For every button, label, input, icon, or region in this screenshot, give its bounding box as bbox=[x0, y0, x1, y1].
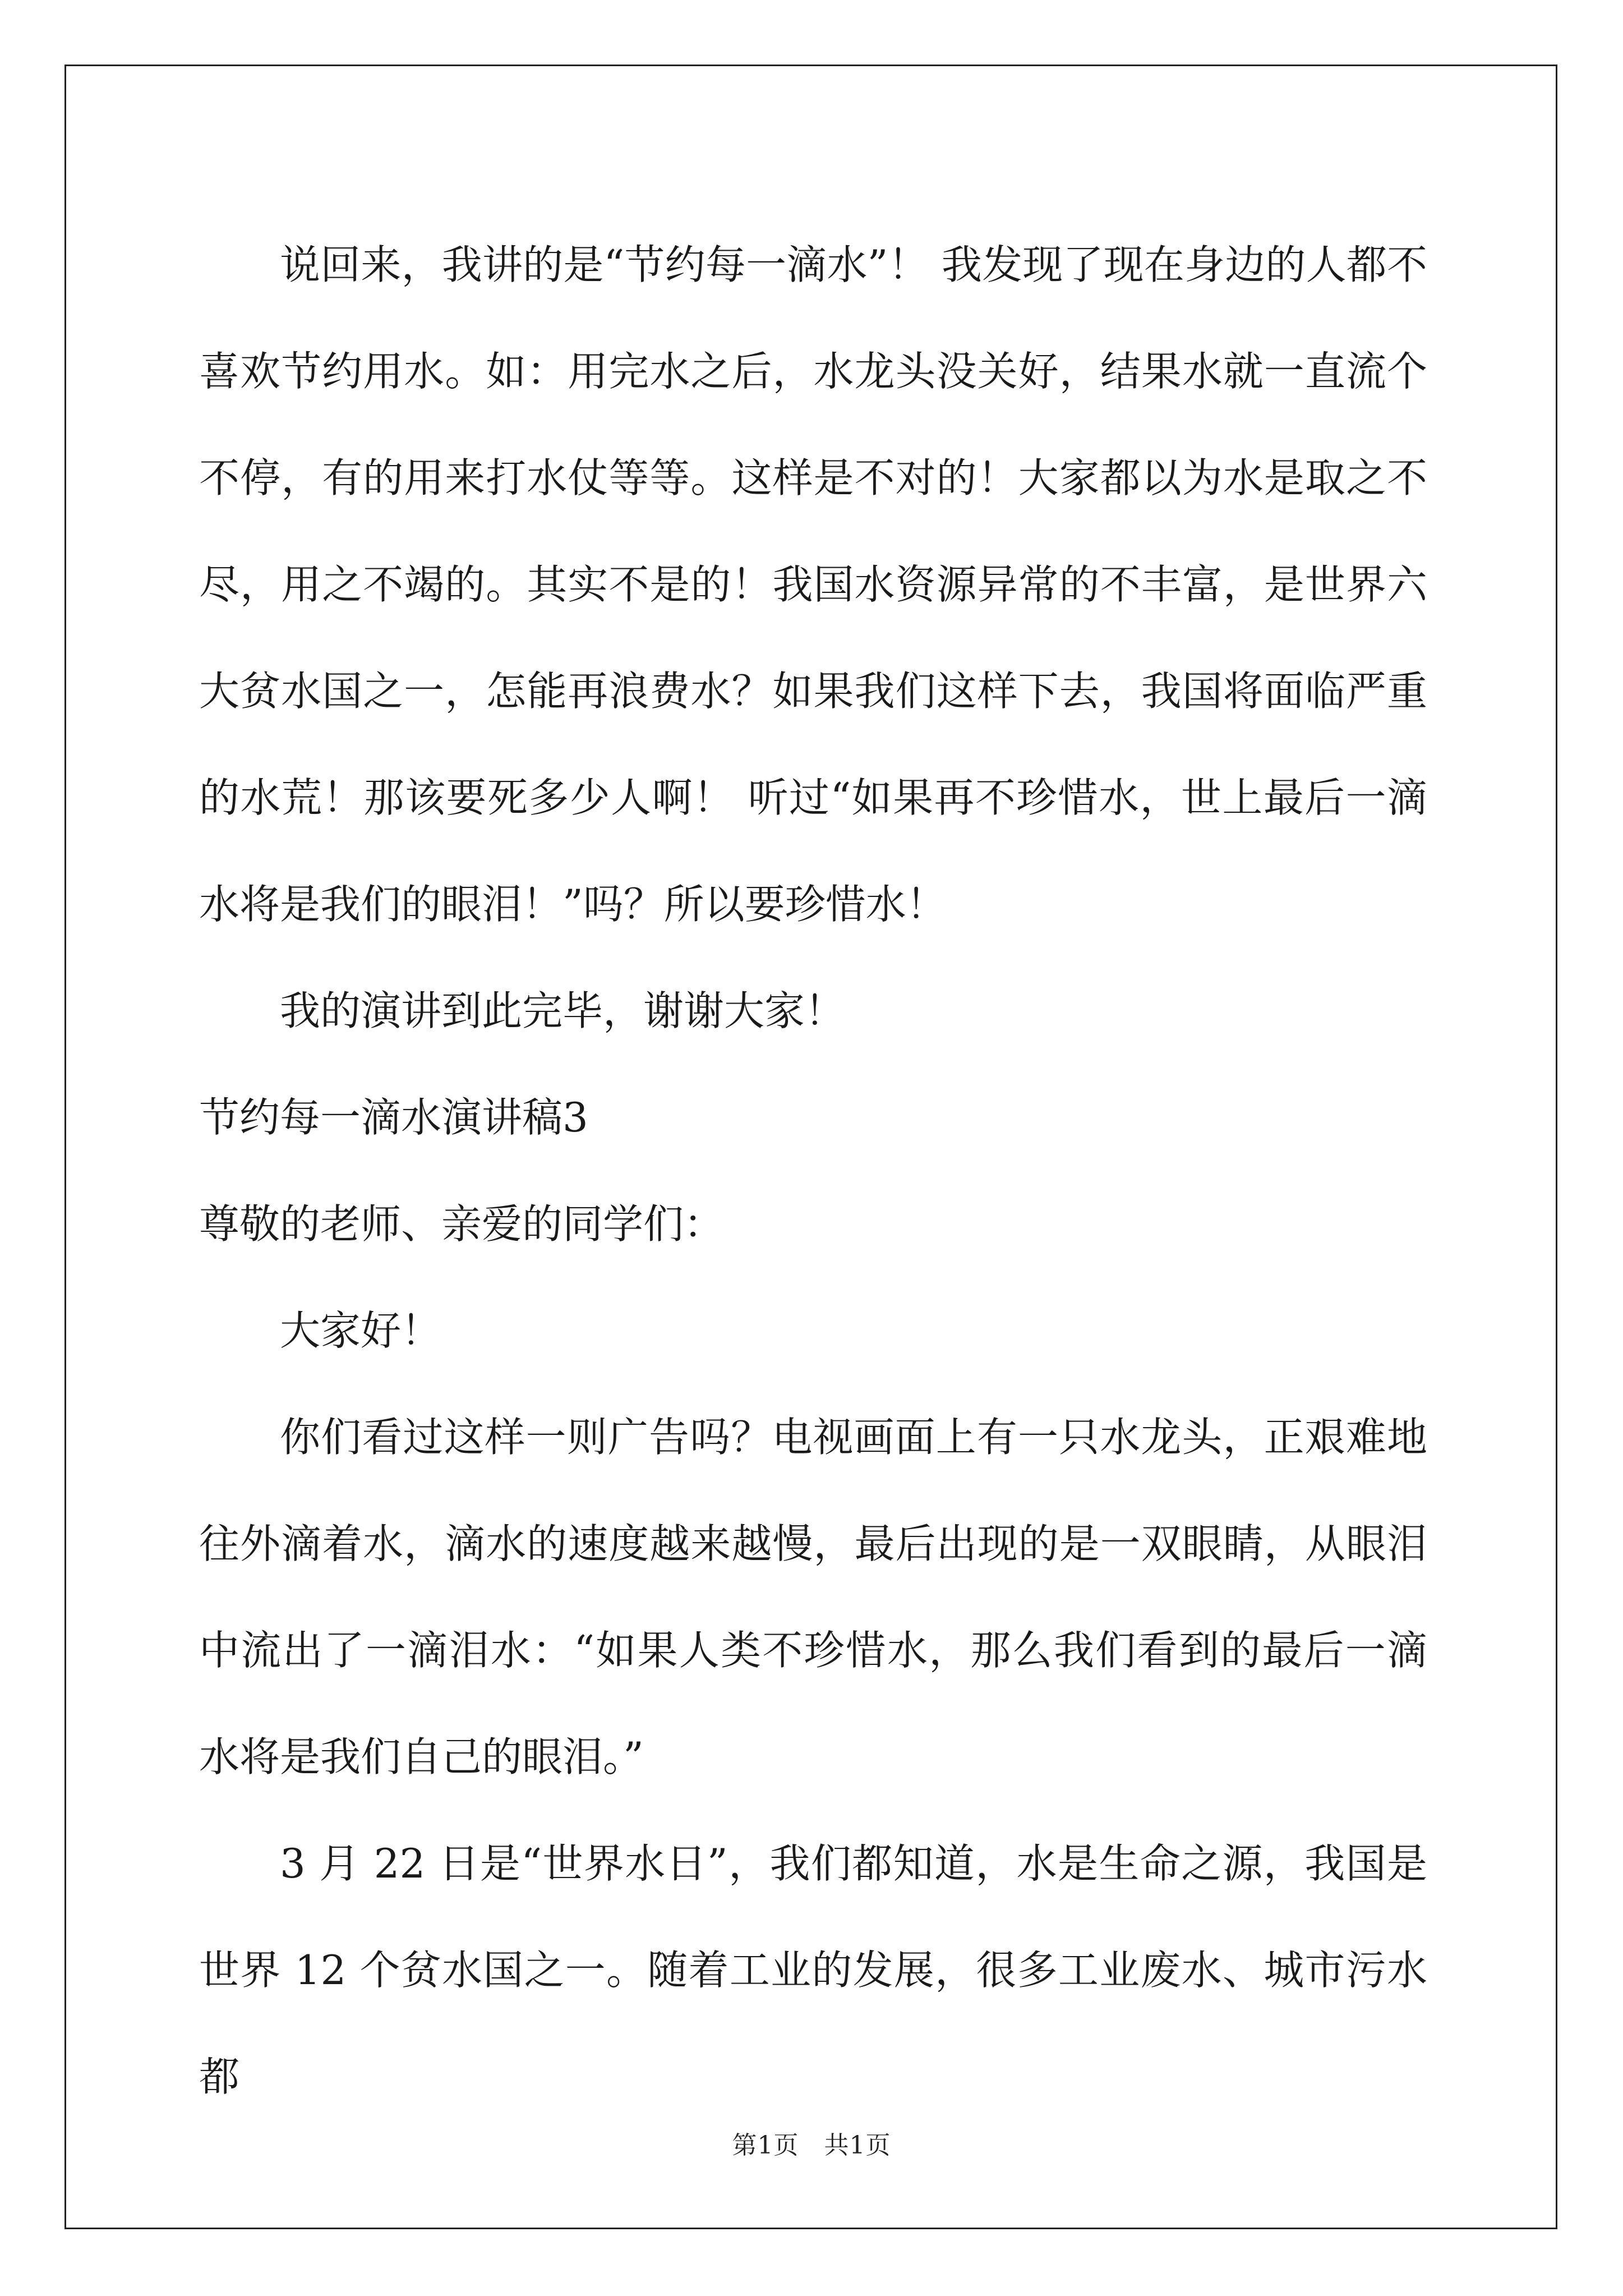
paragraph-1: 说回来，我讲的是“节约每一滴水”！ 我发现了现在身边的人都不喜欢节约用水。如：用完水之后，水龙头没关好，结果水就一直流个不停，有的用来打水仗等等。这样是不对的！大家都以为水是取之不尽，用之不竭的。其实不是的！我国水资源异常的不丰富，是世界六大贫水国之一，怎能再浪费水？如果我们这样下去，我国将面临严重的水荒！那该要死多少人啊！ 听过“如果再不珍惜水，世上最后一滴水将是我们的眼泪！”吗？所以要珍惜水！ bbox=[199, 241, 1427, 928]
page-total: 共1页 bbox=[824, 2131, 891, 2160]
paragraph-7: 3 月 22 日是“世界水日”，我们都知道，水是生命之源，我国是世界 12 个贫水国之一。随着工业的发展，很多工业废水、城市污水都 bbox=[199, 1840, 1427, 2100]
paragraph-2: 我的演讲到此完毕，谢谢大家！ bbox=[280, 987, 846, 1034]
section-title: 节约每一滴水演讲稿3 bbox=[199, 1094, 588, 1141]
greeting: 大家好！ bbox=[280, 1307, 442, 1354]
paragraph-6: 你们看过这样一则广告吗？电视画面上有一只水龙头，正艰难地往外滴着水，滴水的速度越来越慢，最后出现的是一双眼睛，从眼泪中流出了一滴泪水：“如果人类不珍惜水，那么我们看到的最后一滴水将是我们自己的眼泪。” bbox=[199, 1414, 1427, 1780]
salutation: 尊敬的老师、亲爱的同学们： bbox=[199, 1200, 725, 1248]
page-number: 第1页 bbox=[732, 2131, 799, 2160]
page-footer bbox=[0, 2125, 1623, 2161]
document-body bbox=[199, 211, 1427, 2130]
